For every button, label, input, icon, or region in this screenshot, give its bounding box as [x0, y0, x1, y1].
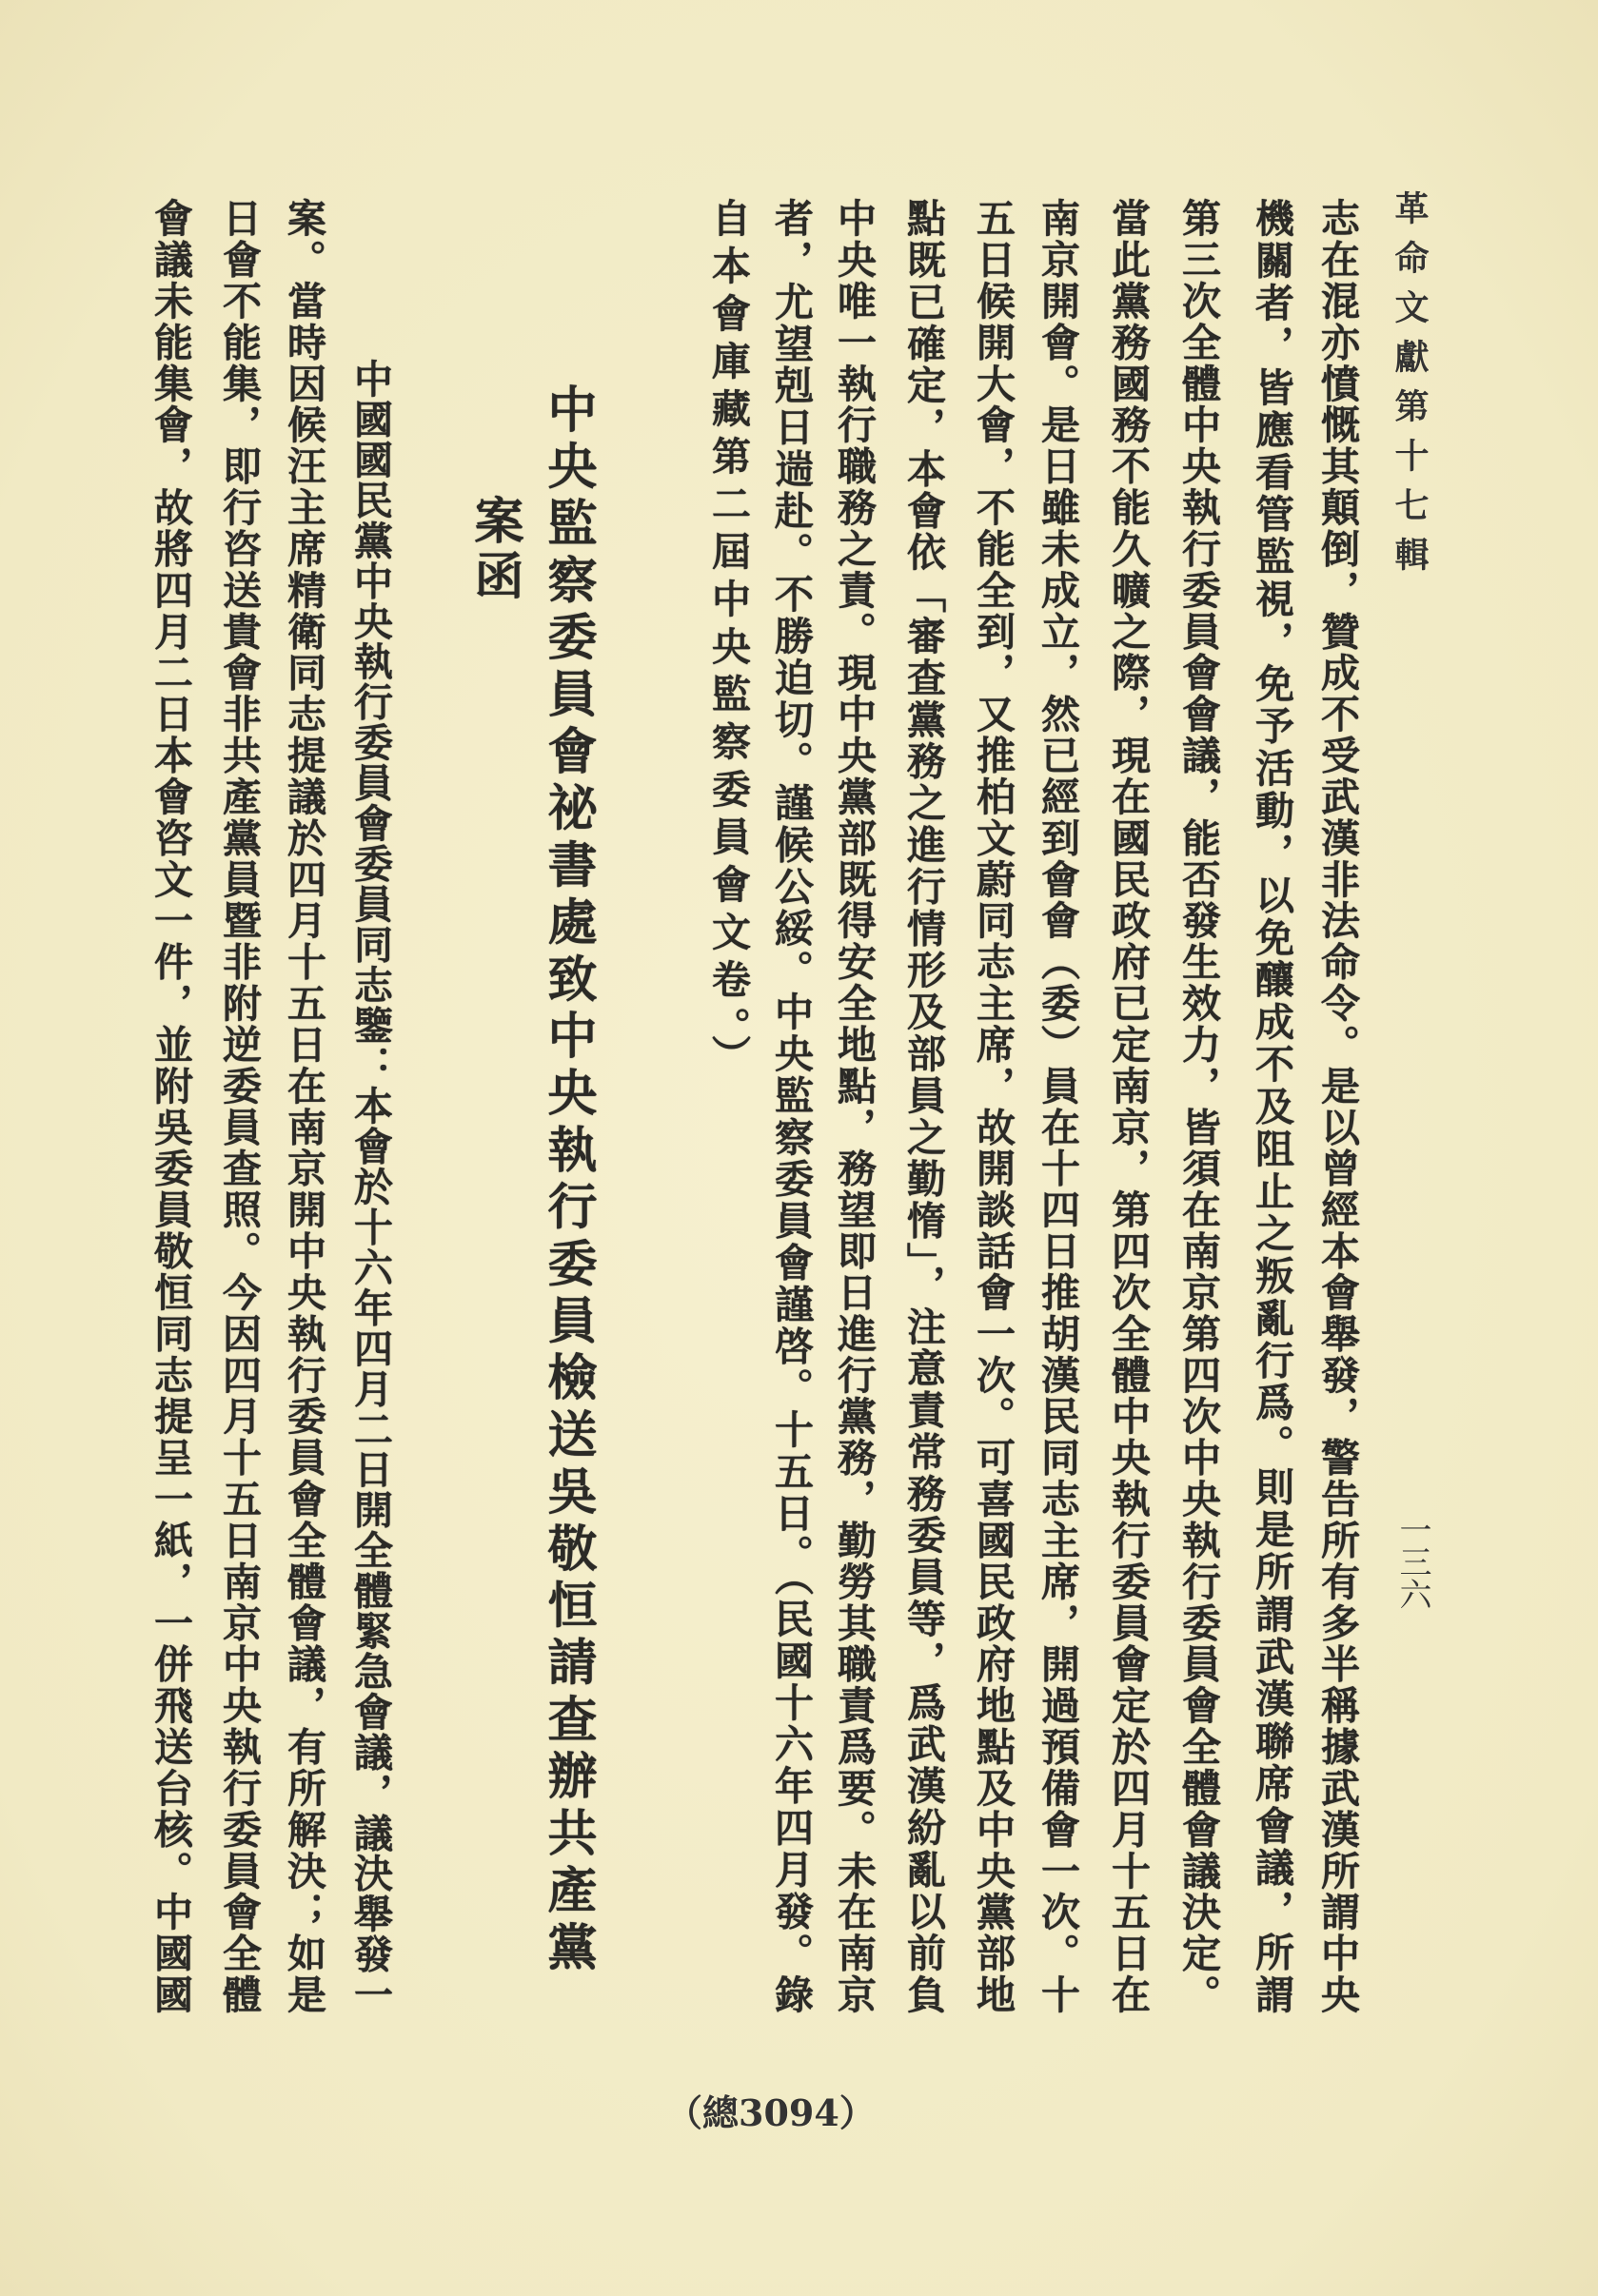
text-column: 中央唯一執行職務之責。現中央黨部既得安全地點，務望即日進行黨務，勤勞其職責爲要。未在南京: [831, 198, 877, 2013]
body-column: 日會不能集，即行咨送貴會非共產黨員暨非附逆委員查照。今因四月十五日南京中央執行委員會全體: [216, 198, 262, 2013]
body-column: 中國國民黨中央執行委員會委員同志鑒：本會於十六年四月二日開全體緊急會議，議決舉發一: [347, 359, 393, 2013]
body-column: 會議未能集會，故將四月二日本會咨文一件，並附吳委員敬恒同志提呈一紙，一併飛送台核。中國國: [148, 198, 193, 2013]
document-title-continued: 案函: [465, 495, 523, 605]
text-column: 當此黨務國務不能久曠之際，現在國民政府已定南京，第四次全體中央執行委員會定於四月十五日在: [1105, 198, 1151, 2013]
text-column: 者，尤望剋日遄赴。不勝迫切。謹候公綏。中央監察委員會謹啓。十五日。（民國十六年四月發。錄: [768, 198, 814, 2013]
text-column: 第三次全體中央執行委員會會議，能否發生效力，皆須在南京第四次中央執行委員會全體會議決定。: [1175, 198, 1221, 2013]
text-column: 志在混亦憤慨其顛倒，贊成不受武漢非法命令。是以曾經本會舉發，警告所有多半稱據武漢所謂中央: [1314, 198, 1360, 2013]
page-number: 一三六: [1393, 1513, 1431, 1610]
text-column: 南京開會。是日雖未成立，然已經到會會（委）員在十四日推胡漢民同志主席，開過預備會一次。十: [1035, 198, 1080, 2013]
total-page-number: （總3094）: [666, 2091, 876, 2134]
book-title: 革命文獻第十七輯: [1390, 190, 1430, 586]
text-column: 機關者，皆應看管監視，免予活動，以免釀成不及阻止之叛亂行爲。則是所謂武漢聯席會議，所謂: [1249, 198, 1294, 2013]
body-column: 案。當時因候汪主席精衛同志提議於四月十五日在南京開中央執行委員會全體會議，有所解決；如是: [281, 198, 326, 2013]
document-title: 中央監察委員會祕書處致中央執行委員檢送吳敬恒請查辦共產黨: [539, 383, 597, 1971]
text-column: 五日候開大會，不能全到，又推柏文蔚同志主席，故開談話會一次。可喜國民政府地點及中央黨部地: [970, 198, 1016, 2013]
text-column: 自本會庫藏第二屆中央監察委員會文卷。）: [705, 198, 751, 1083]
text-column: 點既已確定，本會依「審查黨務之進行情形及部員之勤惰」，注意責常務委員等，爲武漢紛亂以前負: [900, 198, 946, 2013]
